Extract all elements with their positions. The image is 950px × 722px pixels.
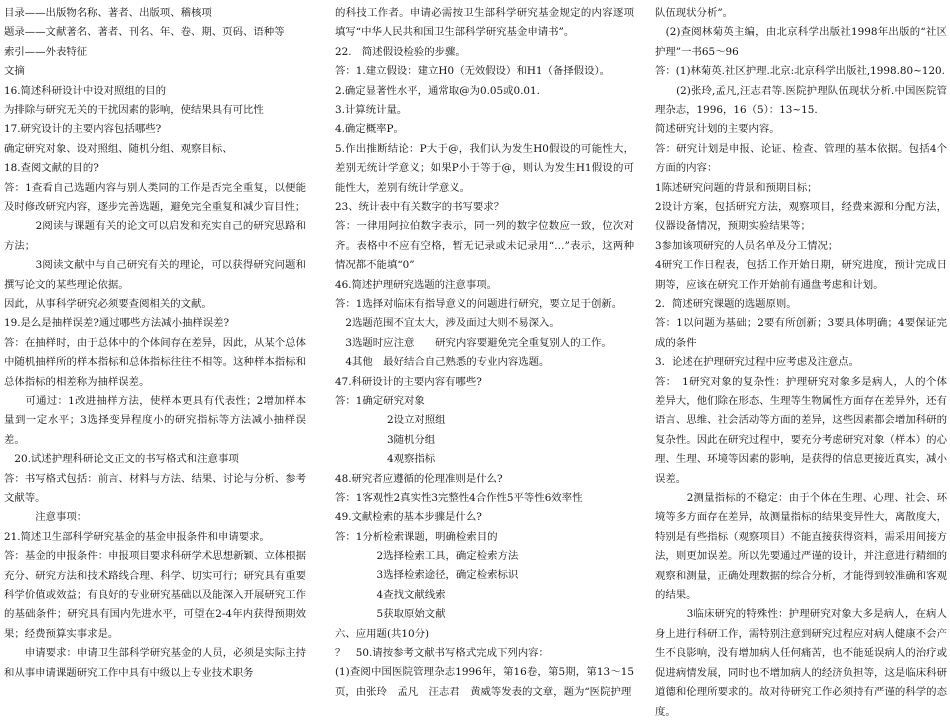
text-line: 索引——外表特征: [4, 45, 88, 58]
text-paragraph: 3阅读文献中与自己研究有关的理论，可以获得研究问题和撰写论文的某些理论依据。: [4, 259, 306, 291]
text-paragraph: 3临床研究的特殊性：护理研究对象大多是病人，在病人身上进行科研工作，需特别注意到研究过程应对病人健康不会产生不良影响，没有增加病人任何痛苦，也不能延误病人的治疗或促进病情发展，同时也不增加病人的经济负担等，这是临床科研道德和伦理所要求的。故对待研究工作必须持有严谨的科学的态度。: [655, 608, 947, 718]
text-line: 19.是么是抽样误差?通过哪些方法减小抽样误差?: [4, 317, 230, 330]
middle-column: [335, 4, 634, 702]
text-paragraph: 2测量指标的不稳定：由于个体在生理、心理、社会、环境等多方面存在差异，故测量指标的结果变异性大，离散度大，特别是有些指标（观察项目）不能直接获得资料，需采用间接方法，则更加误差。所以先要通过严谨的设计，并注意进行精细的观察和测量，正确处理数据的综合分析，才能得到较准确和客观的结果。: [655, 492, 947, 602]
text-line: 答：1确定研究对象: [335, 394, 425, 407]
text-line: 2.确定显著性水平，通常取@为0.05或0.01.: [335, 84, 540, 97]
text-line: 3参加该项研究的人员名单及分工情况；: [655, 239, 839, 252]
text-line: 为排除与研究无关的干扰因素的影响，使结果具有可比性: [4, 103, 264, 116]
text-paragraph: (2)张玲,孟凡,汪志君等.医院护理队伍现状分析.中国医院管理杂志，1996，16（5）：13~15.: [655, 84, 947, 116]
text-line: 2设立对照组: [335, 414, 446, 427]
text-line: 六、应用题(共10分): [335, 627, 430, 640]
text-line: 1陈述研究问题的背景和预期目标；: [655, 181, 818, 194]
text-line: 2．简述研究课题的选题原则。: [655, 298, 797, 311]
text-line: 题录——文献著名、著者、刊名、年、卷、期、页码、语种等: [4, 26, 285, 39]
text-line: 文摘: [4, 65, 25, 78]
text-paragraph: 答：1查看自己选题内容与别人类同的工作是否完全重复，以便能及时修改研究内容，逐步完善选题，避免完全重复和减少盲目性；: [4, 181, 306, 213]
text-paragraph: (2)查阅林菊英主编，由北京科学出版社1998年出版的“社区护理”一书65～96: [655, 26, 947, 58]
text-line: 46.简述护理研究选题的注意事项。: [335, 278, 497, 291]
text-line: 18.查阅文献的目的?: [4, 162, 99, 175]
text-line: 4其他 最好结合自己熟悉的专业内容选题。: [335, 356, 550, 369]
text-line: 23、统计表中有关数字的书写要求？: [335, 200, 505, 213]
text-line: 答：1.建立假设：建立H0（无效假设）和H1（备择假设）。: [335, 65, 611, 78]
text-line: 4观察指标: [335, 453, 436, 466]
text-paragraph: 答：书写格式包括：前言、材料与方法、结果、讨论与分析、参考文献等。: [4, 472, 306, 504]
text-paragraph: 4研究工作日程表，包括工作开始日期，研究进度，预计完成日期等，应该在研究工作开始前有通盘考虑和计划。: [655, 259, 947, 291]
text-line: 答：(1)林菊英.社区护理.北京:北京科学出版社,1998.80~120.: [655, 65, 945, 78]
text-line: 49.文献检索的基本步骤是什么?: [335, 511, 482, 524]
text-line: ？ 50.请按参考文献书写格式完成下列内容：: [335, 647, 549, 660]
text-line: 目录——出版物名称、著者、出版项、稽核项: [4, 7, 212, 19]
text-line: 确定研究对象、设对照组、随机分组、观察目标、: [4, 142, 233, 155]
left-column: [4, 4, 306, 683]
text-line: 16.简述科研设计中设对照组的目的: [4, 84, 166, 97]
text-paragraph: 可通过：1改进抽样方法，使样本更具有代表性；2增加样本量到一定水平；3选择变异程度小的研究指标等方法减小抽样误差。: [4, 394, 306, 446]
text-line: 3选题时应注意 研究内容要避免完全重复别人的工作。: [335, 336, 612, 349]
text-line: 47.科研设计的主要内容有哪些?: [335, 375, 482, 388]
text-paragraph: 5.作出推断结论：P大于@，我们认为发生H0假设的可能性大，差别无统计学意义；如果P小于等于@，则认为发生H1假设的可能性大，差别有统计学意义。: [335, 142, 634, 194]
text-paragraph: 2设计方案，包括研究方法，观察项目，经费来源和分配方法，仪器设备情况，预期实验结果等；: [655, 201, 947, 233]
text-line: 3．论述在护理研究过程中应考虑及注意点。: [655, 356, 860, 369]
text-line: 答：1客观性2真实性3完整性4合作性5平等性6效率性: [335, 491, 583, 504]
text-line: 3随机分组: [335, 433, 436, 446]
text-line: 因此，从事科学研究必须要查阅相关的文献。: [4, 297, 212, 310]
text-paragraph: (1)查阅中国医院管理杂志1996年，第16卷，第5期，第13～15页，由张玲 孟凡 汪志君 黄威等发表的文章，题为“医院护理: [335, 666, 634, 698]
text-paragraph: 答：在抽样时，由于总体中的个体间存在差异，因此，从某个总体中随机抽样所的样本指标和总体指标往往不相等。这种样本指标和总体指标的相差称为抽样误差。: [4, 336, 306, 388]
text-paragraph: 答：一律用阿拉伯数字表示，同一列的数字位数应一致，位次对齐。表格中不应有空格，暂无记录或未记录用“…”表示，这两种情况都不能填“0”: [335, 220, 634, 272]
text-line: 4查找文献线索: [335, 588, 446, 601]
text-paragraph: 的科技工作者。申请必需按卫生部科学研究基金规定的内容逐项填写“中华人民共和国卫生部科学研究基金申请书”。: [335, 7, 634, 39]
text-line: 5获取原始文献: [335, 608, 446, 621]
text-paragraph: 答： 1研究对象的复杂性：护理研究对象多是病人，人的个体差异大，他们除在形态、生理等生物属性方面存在差异外，还有语言、思维、社会活动等方面的差异，这些因素都会增加科研的复杂性。因此在研究过程中，要充分考虑研究对象（样本）的心理、生理、环境等因素的影响，是获得的信息更接近真实，减小误差。: [655, 375, 947, 485]
text-line: 22. 简述假设检验的步骤。: [335, 45, 466, 58]
text-line: 答：1选择对临床有指导意义的问题进行研究，要立足于创新。: [335, 297, 623, 310]
text-line: 答：1分析检索课题，明确检索目的: [335, 530, 498, 543]
text-line: 17.研究设计的主要内容包括哪些?: [4, 123, 162, 136]
text-line: 20.试述护理科研论文正文的书写格式和注意事项: [4, 453, 239, 466]
right-column: [655, 4, 947, 722]
text-paragraph: 2阅读与课题有关的论文可以启发和充实自己的研究思路和方法；: [4, 220, 306, 252]
text-line: 48.研究者应遵循的伦理准则是什么?: [335, 472, 503, 485]
text-line: 2选择检索工具，确定检索方法: [335, 550, 519, 563]
text-line: 2选题范围不宜太大，涉及面过大则不易深入。: [335, 317, 560, 330]
text-paragraph: 答：1以问题为基础；2要有所创新；3要具体明确；4要保证完成的条件: [655, 317, 947, 349]
text-line: 队伍现状分析”。: [655, 7, 734, 19]
text-line: 21.简述卫生部科学研究基金的基金申报条件和申请要求。: [4, 530, 270, 543]
text-line: 简述研究计划的主要内容。: [655, 123, 780, 136]
text-line: 3选择检索途径，确定检索标识: [335, 569, 519, 582]
text-line: 4.确定概率P。: [335, 123, 404, 136]
text-paragraph: 申请要求：申请卫生部科学研究基金的人员，必须是实际主持和从事申请课题研究工作中具有中级以上专业技术职务: [4, 647, 306, 679]
text-line: 注意事项：: [4, 511, 88, 524]
text-line: 3.计算统计量。: [335, 103, 408, 116]
text-paragraph: 答：研究计划是申报、论证、检查、管理的基本依据。包括4个方面的内容：: [655, 142, 947, 175]
text-paragraph: 答：基金的申报条件：申报项目要求科研学术思想新颖、立体根据充分、研究方法和技术路线合理、科学、切实可行；研究具有重要科学价值或效益；有良好的专业研究基础以及能深入开展研究工作的基础条件；研究具有国内先进水平，可望在2-4年内获得预期效果；经费预算实事求是。: [4, 550, 306, 640]
